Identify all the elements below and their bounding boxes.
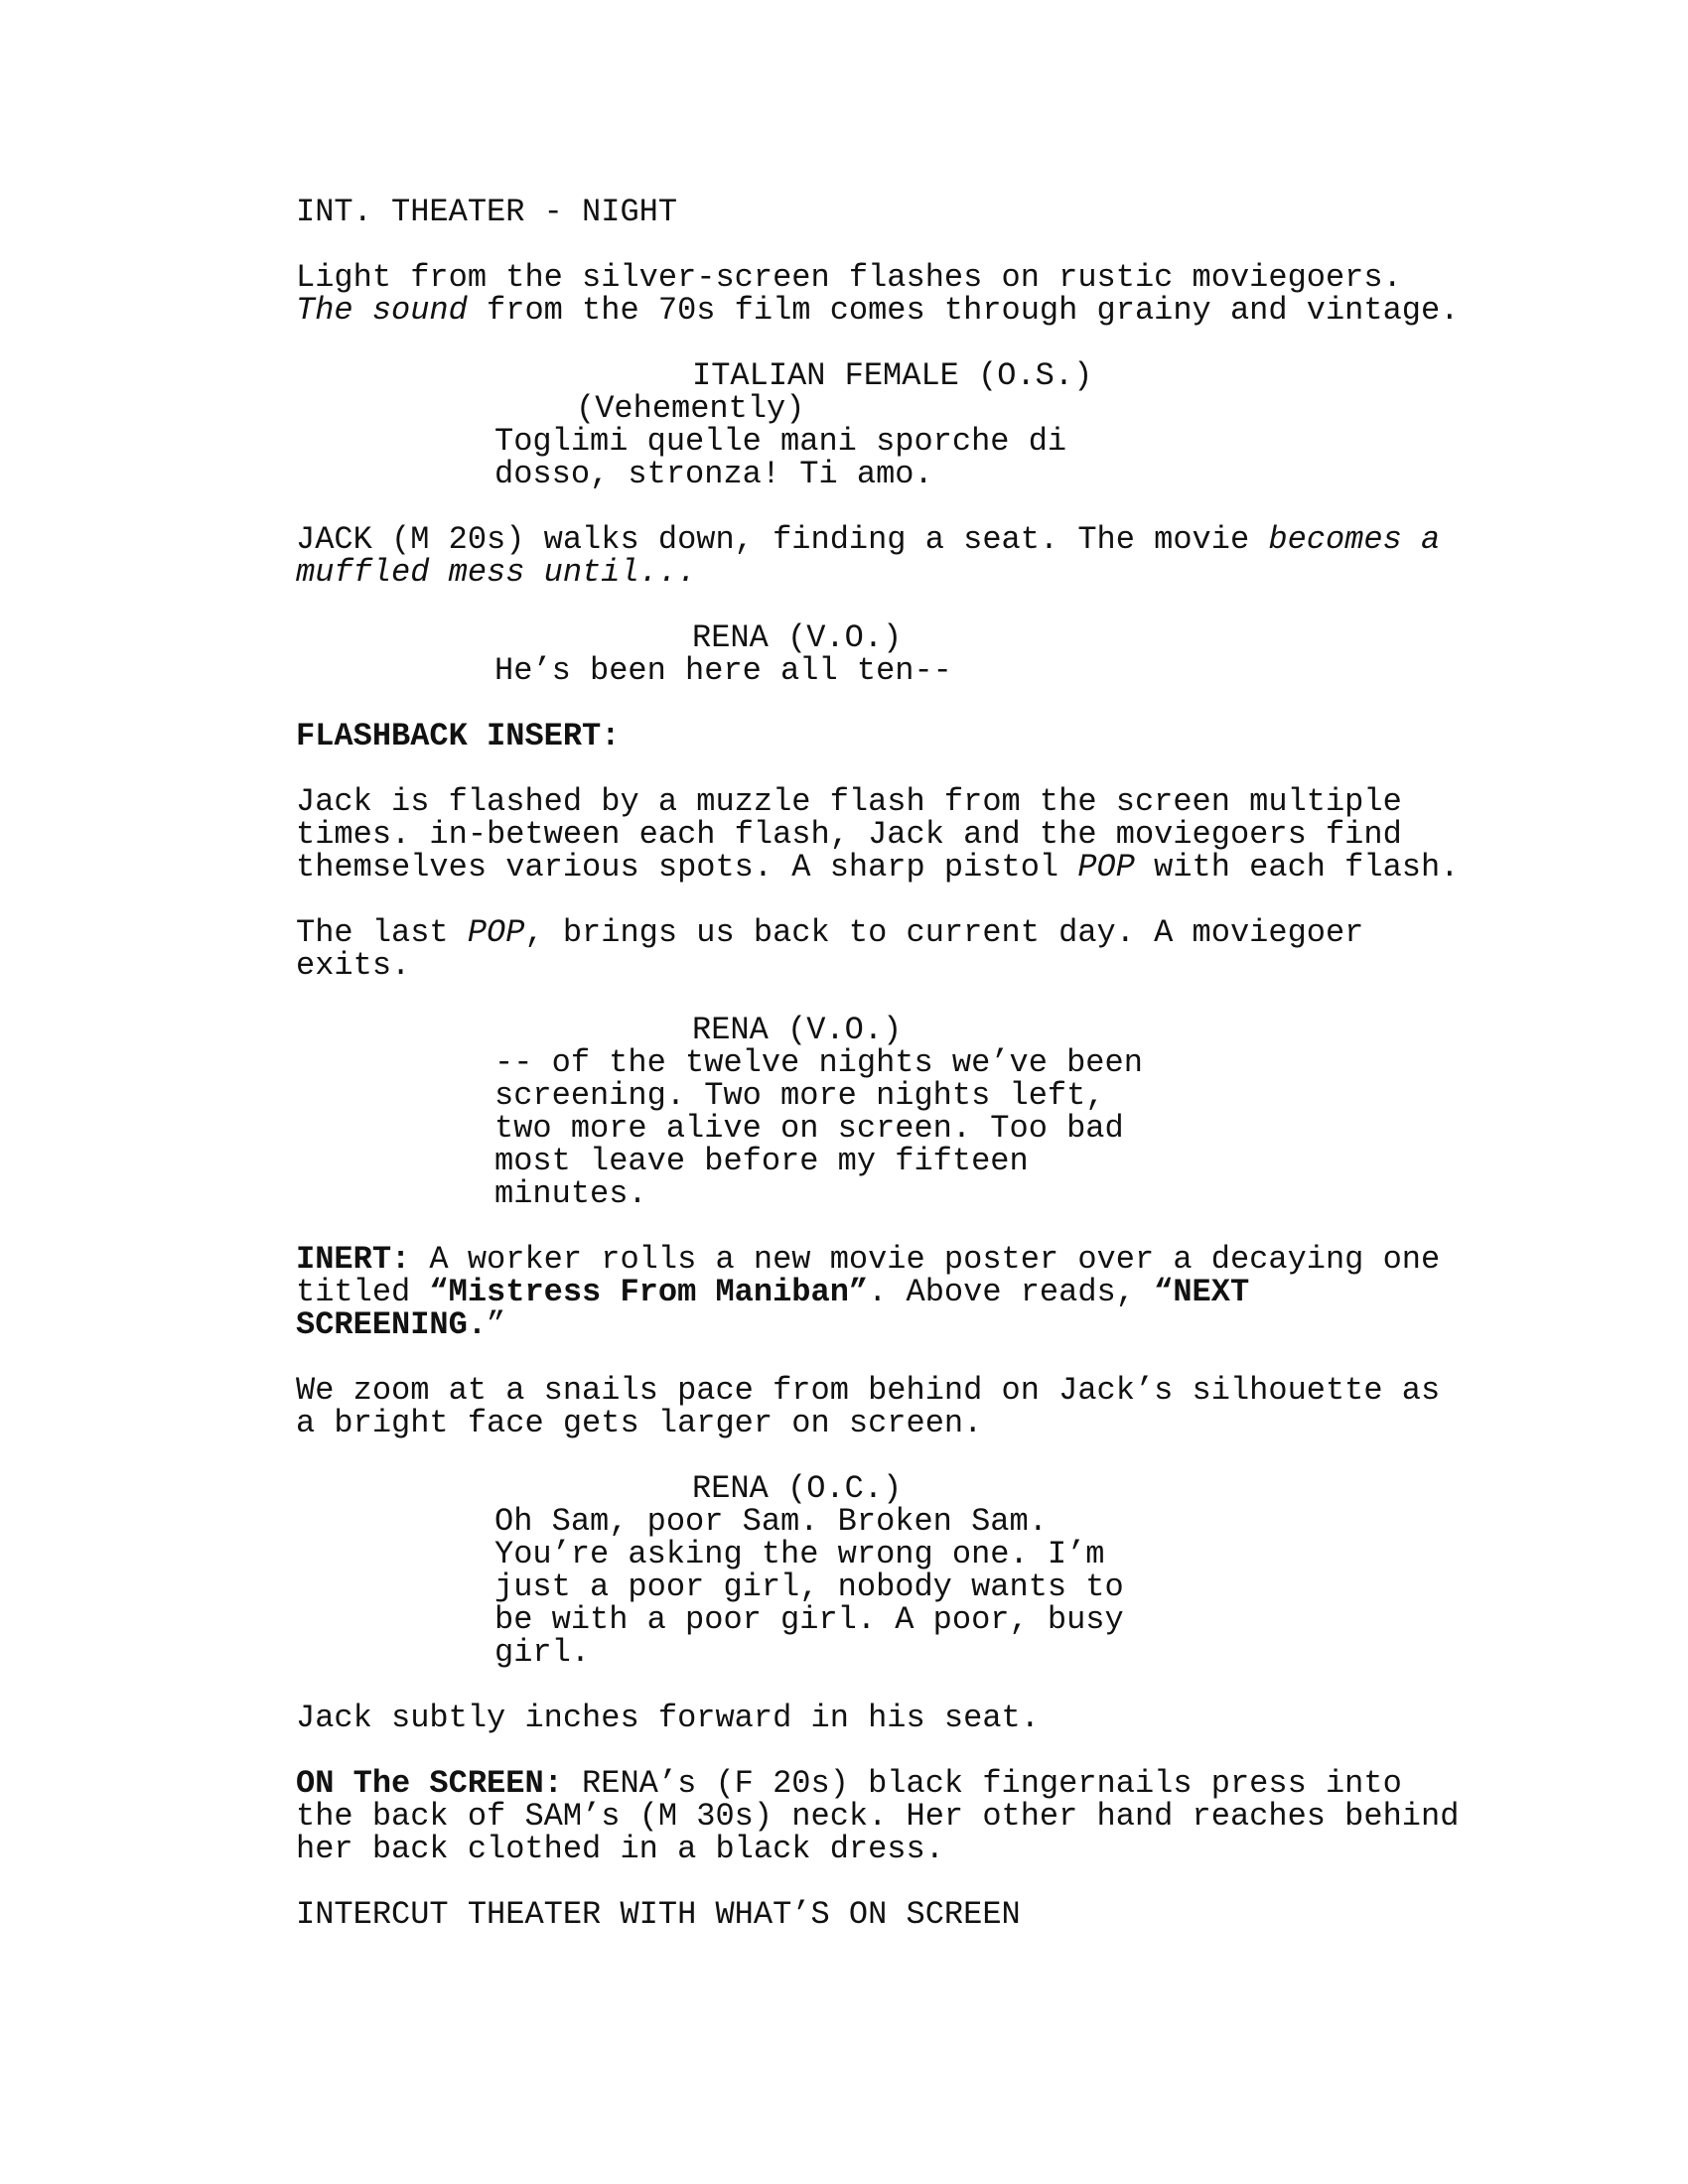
- dialogue-line: Oh Sam, poor Sam. Broken Sam.: [494, 1503, 1048, 1540]
- bold-phrase: “NEXT: [1154, 1274, 1250, 1310]
- italic-phrase: The sound: [296, 292, 468, 329]
- character-cue: RENA (V.O.): [692, 1012, 903, 1048]
- dialogue-line: girl.: [494, 1634, 591, 1671]
- dialogue-line: just a poor girl, nobody wants to: [494, 1569, 1124, 1605]
- dialogue-line: two more alive on screen. Too bad: [494, 1110, 1124, 1147]
- action-text: with each flash.: [1134, 849, 1460, 886]
- action-text: themselves various spots. A sharp pistol: [296, 849, 1078, 886]
- dialogue-line: You’re asking the wrong one. I’m: [494, 1536, 1105, 1572]
- action-line: [296, 916, 1363, 949]
- dialogue-line: most leave before my fifteen: [494, 1143, 1029, 1179]
- action-text: titled: [296, 1274, 430, 1310]
- action-line: [296, 1276, 1249, 1308]
- dialogue-line: -- of the twelve nights we’ve been: [494, 1044, 1143, 1081]
- bold-phrase: “Mistress From Maniban”: [429, 1274, 869, 1310]
- character-cue: RENA (V.O.): [692, 619, 903, 656]
- action-line: her back clothed in a black dress.: [296, 1831, 944, 1867]
- action-line: [296, 851, 1459, 884]
- italic-phrase: POP: [467, 914, 525, 951]
- action-line: [296, 1243, 1440, 1276]
- action-text: from the 70s film comes through grainy and vintage.: [467, 292, 1460, 329]
- bold-label: INERT:: [296, 1241, 411, 1278]
- action-line: Jack subtly inches forward in his seat.: [296, 1700, 1040, 1736]
- italic-phrase: becomes a: [1268, 521, 1441, 558]
- action-line: [296, 523, 1440, 556]
- action-line: [296, 556, 696, 589]
- scene-heading: INT. THEATER - NIGHT: [296, 194, 678, 230]
- action-text: ”: [487, 1306, 506, 1343]
- character-cue: ITALIAN FEMALE (O.S.): [692, 357, 1093, 394]
- action-line: Jack is flashed by a muzzle flash from the screen multiple: [296, 783, 1402, 820]
- action-line: Light from the silver-screen flashes on rustic moviegoers.: [296, 259, 1402, 296]
- dialogue-line: Toglimi quelle mani sporche di: [494, 423, 1067, 460]
- flashback-insert-heading: [296, 720, 620, 752]
- bold-label: FLASHBACK INSERT:: [296, 718, 621, 754]
- action-line: [296, 1767, 1402, 1800]
- action-text: JACK (M 20s) walks down, finding a seat. The movie: [296, 521, 1269, 558]
- action-text: , brings us back to current day. A moviegoer: [524, 914, 1364, 951]
- action-text: RENA’s (F 20s) black fingernails press into: [562, 1765, 1402, 1802]
- dialogue-line: He’s been here all ten--: [494, 652, 952, 689]
- dialogue-line: dosso, stronza! Ti amo.: [494, 456, 933, 492]
- transition: INTERCUT THEATER WITH WHAT’S ON SCREEN: [296, 1896, 1021, 1933]
- action-line: [296, 294, 1459, 327]
- italic-phrase: POP: [1077, 849, 1135, 886]
- italic-phrase: muffled mess until...: [296, 554, 697, 591]
- dialogue-line: be with a poor girl. A poor, busy: [494, 1601, 1124, 1638]
- character-cue: RENA (O.C.): [692, 1470, 903, 1507]
- bold-phrase: SCREENING.: [296, 1306, 488, 1343]
- bold-label: ON The SCREEN:: [296, 1765, 563, 1802]
- action-line: [296, 1308, 505, 1341]
- action-line: We zoom at a snails pace from behind on Jack’s silhouette as: [296, 1372, 1441, 1409]
- action-text: . Above reads,: [868, 1274, 1155, 1310]
- action-line: exits.: [296, 947, 411, 984]
- action-text: The last: [296, 914, 468, 951]
- action-text: A worker rolls a new movie poster over a decaying one: [410, 1241, 1441, 1278]
- action-line: times. in-between each flash, Jack and the moviegoers find: [296, 816, 1402, 853]
- parenthetical: (Vehemently): [576, 390, 805, 427]
- action-line: a bright face gets larger on screen.: [296, 1405, 983, 1441]
- dialogue-line: screening. Two more nights left,: [494, 1077, 1105, 1114]
- action-line: the back of SAM’s (M 30s) neck. Her other hand reaches behind: [296, 1798, 1460, 1835]
- dialogue-line: minutes.: [494, 1175, 647, 1212]
